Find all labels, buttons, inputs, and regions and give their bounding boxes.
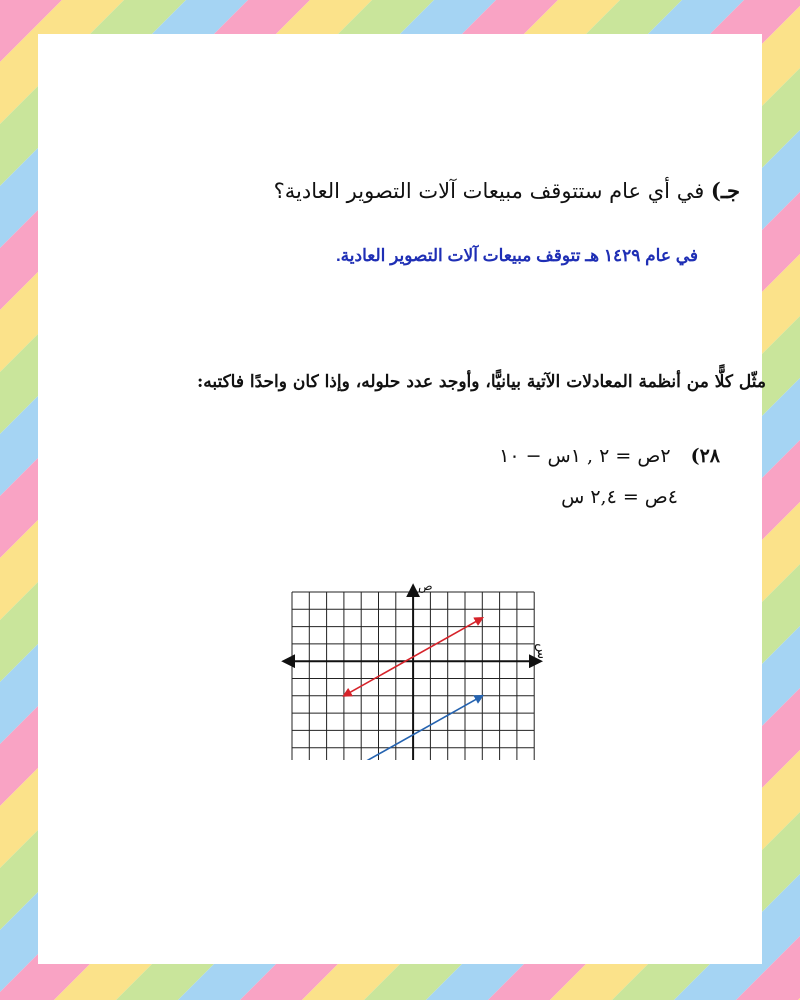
equation-1: ٢ص = ٢ , ١س − ١٠ <box>499 445 671 467</box>
coordinate-graph <box>250 550 550 760</box>
y-axis-label: ص <box>418 579 433 593</box>
answer-text: في عام ١٤٢٩ هـ تتوقف مبيعات آلات التصوير العادية. <box>335 246 698 265</box>
instruction-text: مثّل كلًّا من أنظمة المعادلات الآتية بيانيًّا، وأوجد عدد حلوله، وإذا كان واحدًا فاكتبه: <box>196 372 766 392</box>
equation-2: ٤ص = ٢,٤ س <box>561 486 678 508</box>
problem-number: ٢٨) <box>690 445 720 467</box>
question-text: في أي عام ستتوقف مبيعات آلات التصوير العادية؟ <box>273 179 705 203</box>
question-label: جـ) <box>710 178 740 203</box>
equation-1-row <box>499 445 720 467</box>
question-c <box>274 178 740 203</box>
x-axis-label: س <box>534 643 550 660</box>
